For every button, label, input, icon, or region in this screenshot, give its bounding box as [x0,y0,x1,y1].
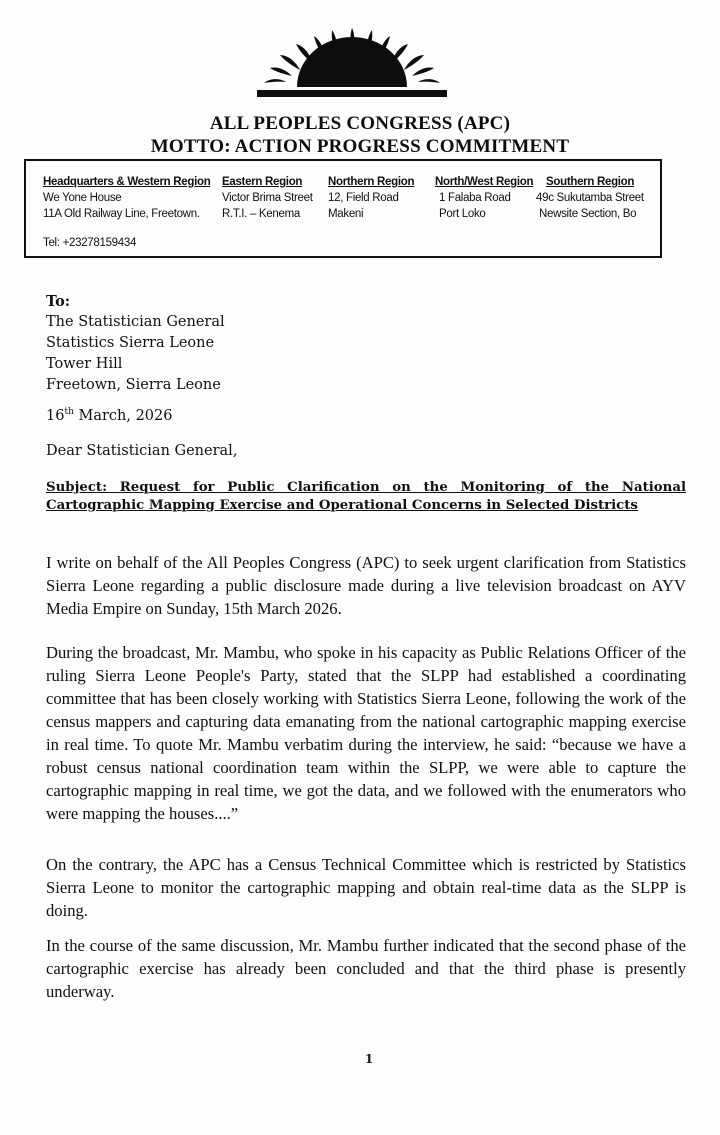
office-eastern [222,174,313,222]
page-number: 1 [364,1052,374,1066]
office-southern [536,174,644,222]
body-paragraph: I write on behalf of the All Peoples Congress (APC) to seek urgent clarification from Statistics Sierra Leone regarding a public disclosure made during a live television broadcast on AYV Media Empire on Sunday, 15th March 2026. [46,553,686,618]
organization-motto: MOTTO: ACTION PROGRESS COMMITMENT [150,136,570,157]
date-month-year: March, 2026 [73,408,173,424]
date-day: 16 [46,408,65,424]
office-address-line: 1 Falaba Road [439,192,511,204]
recipient-line: The Statistician General [46,314,225,330]
recipient-address [46,291,225,396]
recipient-line: Statistics Sierra Leone [46,335,215,351]
office-northwest [435,174,533,222]
body-paragraph: On the contrary, the APC has a Census Technical Committee which is restricted by Statistics Sierra Leone to monitor the cartographic mapping and obtain real-time data as the SLPP is doing. [46,855,686,920]
office-address-line: Port Loko [439,208,486,220]
office-heading: Northern Region [328,176,415,188]
office-heading: North/West Region [435,176,534,188]
body-paragraph: In the course of the same discussion, Mr. Mambu further indicated that the second phase of the cartographic exercise has already been concluded and that the third phase is presently underway. [46,936,686,1001]
organization-name: ALL PEOPLES CONGRESS (APC) [209,113,511,134]
office-addresses-box [24,159,662,258]
office-address-line: R.T.I. – Kenema [222,208,300,220]
rising-sun-icon [252,20,452,100]
recipient-label: To: [46,293,71,310]
office-address-line: We Yone House [43,192,122,204]
salutation: Dear Statistician General, [46,443,238,459]
office-heading: Southern Region [546,176,635,188]
office-heading: Headquarters & Western Region [43,176,211,188]
subject-line: Subject: Request for Public Clarification on the Monitoring of the National Cartographic Mapping Exercise and Operational Concerns in Selected Districts [46,480,686,513]
office-address-line: 49c Sukutamba Street [536,192,644,204]
letter-date [46,402,173,427]
office-address-line: Victor Brima Street [222,192,313,204]
telephone-number: Tel: +23278159434 [43,237,137,249]
recipient-line: Tower Hill [46,356,123,372]
body-paragraph: During the broadcast, Mr. Mambu, who spoke in his capacity as Public Relations Officer of the ruling Sierra Leone People's Party, stated that the SLPP had established a coordinating committee that has been closely working with Statistics Sierra Leone, following the work of the census mappers and capturing data emanating from the national cartographic mapping exercise in real time. To quote Mr. Mambu verbatim during the interview, he said: “because we have a robust census national coordination team within the SLPP, we were able to capture the cartographic mapping in real time, we got the data, and we followed with the enumerators who were mapping the houses....” [46,643,686,823]
office-address-line: Newsite Section, Bo [539,208,637,220]
office-headquarters [43,174,210,222]
recipient-line: Freetown, Sierra Leone [46,377,221,393]
date-suffix: th [64,407,74,417]
office-address-line: Makeni [328,208,364,220]
office-address-line: 11A Old Railway Line, Freetown. [43,208,200,220]
office-heading: Eastern Region [222,176,303,188]
office-northern [328,174,414,222]
office-address-line: 12, Field Road [328,192,399,204]
